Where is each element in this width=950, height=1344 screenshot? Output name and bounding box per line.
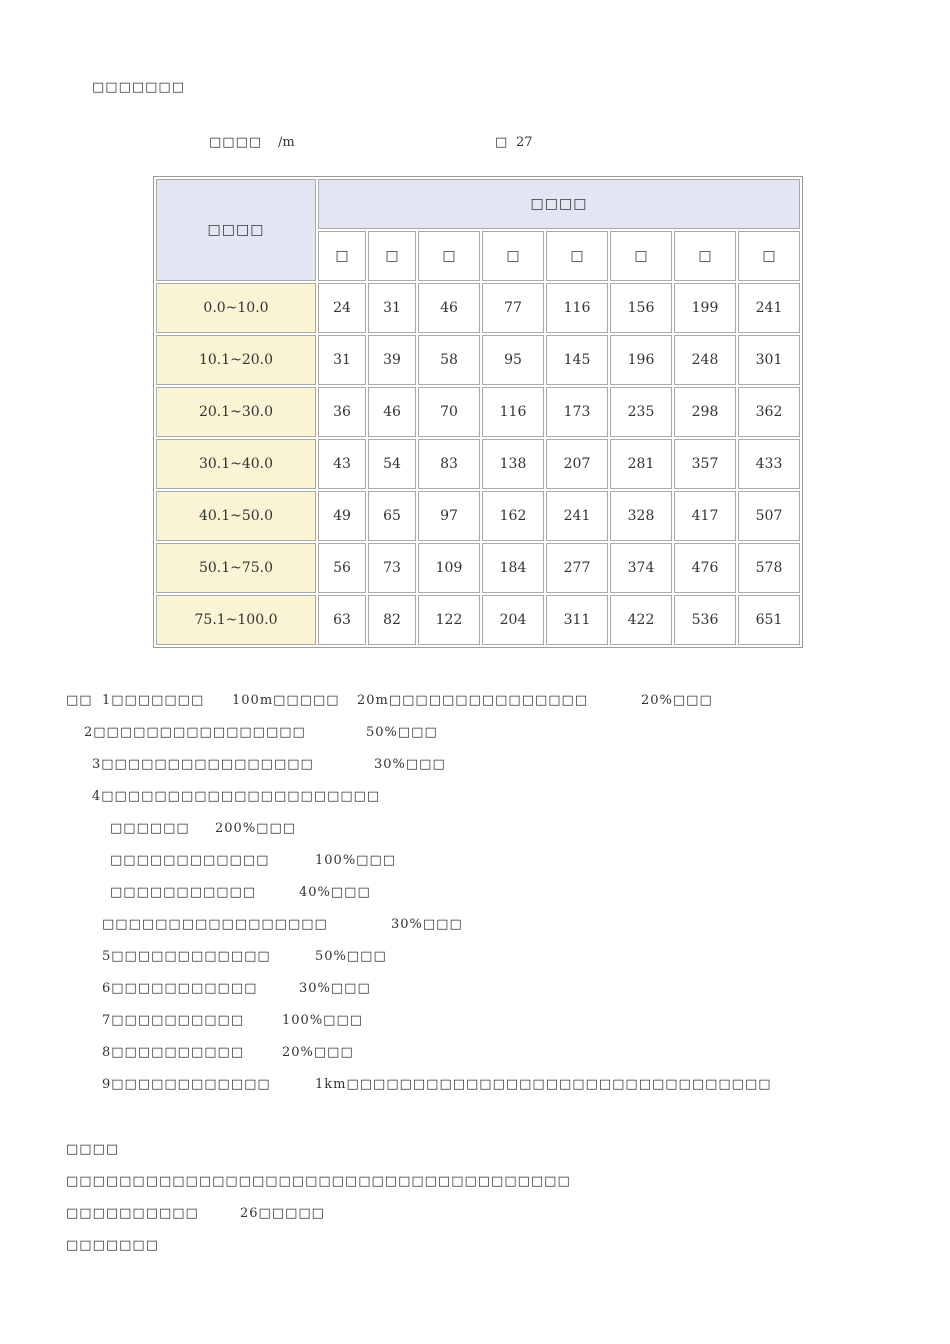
column-header: □ [546,231,608,281]
table-cell: 116 [482,387,544,437]
table-cell: 433 [738,439,800,489]
note-text: 50%□□□ [366,725,438,740]
note-text: □□□□□□ [110,821,190,836]
table-cell: 417 [674,491,736,541]
note-text: 200%□□□ [215,821,297,836]
row-range-label: 75.1~100.0 [156,595,316,645]
note-text: 3□□□□□□□□□□□□□□□□ [92,757,314,772]
column-header: □ [418,231,480,281]
table-cell: 54 [368,439,416,489]
note-text: 50%□□□ [315,949,387,964]
table-cell: 281 [610,439,672,489]
table-cell: 63 [318,595,366,645]
table-cell: 31 [318,335,366,385]
note-text: 30%□□□ [299,981,371,996]
table-cell: 298 [674,387,736,437]
note-text: 100m□□□□□ [232,693,340,708]
footer-heading: □□□□ [66,1142,120,1157]
table-cell: 65 [368,491,416,541]
table-cell: 536 [674,595,736,645]
table-cell: 73 [368,543,416,593]
footer-text: □□□□□□□ [66,1238,159,1253]
note-text: 6□□□□□□□□□□□ [102,981,258,996]
table-cell: 651 [738,595,800,645]
table-cell: 70 [418,387,480,437]
note-text: □□□□□□□□□□□ [110,885,257,900]
table-body [156,283,800,645]
note-text: □□□□□□□□□□□□ [110,853,270,868]
column-header: □ [318,231,366,281]
table-cell: 83 [418,439,480,489]
footer-text-b: 26□□□□□ [240,1206,325,1221]
table-row [156,491,800,541]
row-range-label: 20.1~30.0 [156,387,316,437]
row-range-label: 50.1~75.0 [156,543,316,593]
table-cell: 184 [482,543,544,593]
table-cell: 578 [738,543,800,593]
table-cell: 46 [418,283,480,333]
table-row [156,283,800,333]
row-header-label: □□□□ [207,222,265,238]
table-cell: 109 [418,543,480,593]
note-text: 20%□□□ [641,693,713,708]
row-header-cell [156,179,316,281]
table-cell: 277 [546,543,608,593]
table-cell: 328 [610,491,672,541]
table-cell: 422 [610,595,672,645]
table-cell: 39 [368,335,416,385]
table-cell: 301 [738,335,800,385]
data-table [153,176,803,648]
note-text: 8□□□□□□□□□□ [102,1045,245,1060]
column-header: □ [482,231,544,281]
note-text: 9□□□□□□□□□□□□ [102,1077,271,1092]
table-row [156,543,800,593]
row-range-label: 10.1~20.0 [156,335,316,385]
note-text: □□□□□□□□□□□□□□□□□ [102,917,328,932]
table-row [156,335,800,385]
table-cell: 82 [368,595,416,645]
note-text: 1km□□□□□□□□□□□□□□□□□□□□□□□□□□□□□□□□ [315,1077,772,1092]
table-row [156,439,800,489]
table-cell: 362 [738,387,800,437]
note-text: 2□□□□□□□□□□□□□□□□ [84,725,306,740]
table-cell: 36 [318,387,366,437]
table-cell: 58 [418,335,480,385]
table-cell: 49 [318,491,366,541]
table-number: 27 [516,135,533,150]
row-range-label: 40.1~50.0 [156,491,316,541]
table-cell: 43 [318,439,366,489]
table-cell: 116 [546,283,608,333]
note-text: 20m□□□□□□□□□□□□□□□ [357,693,589,708]
table-cell: 241 [738,283,800,333]
note-text: 20%□□□ [282,1045,354,1060]
table-cell: 56 [318,543,366,593]
note-text: 30%□□□ [391,917,463,932]
row-range-label: 0.0~10.0 [156,283,316,333]
table-cell: 122 [418,595,480,645]
note-text: □□ [66,693,93,708]
table-cell: 235 [610,387,672,437]
section-heading: □□□□□□□ [92,80,185,95]
table-cell: 24 [318,283,366,333]
table-cell: 196 [610,335,672,385]
note-text: 100%□□□ [315,853,397,868]
table-cell: 77 [482,283,544,333]
table-cell: 46 [368,387,416,437]
row-range-label: 30.1~40.0 [156,439,316,489]
group-header-label: □□□□ [530,196,588,212]
note-text: 40%□□□ [299,885,371,900]
table-cell: 357 [674,439,736,489]
table-cell: 476 [674,543,736,593]
column-header: □ [610,231,672,281]
note-text: 4□□□□□□□□□□□□□□□□□□□□□ [92,789,381,804]
group-header-cell [318,179,800,229]
table-cell: 162 [482,491,544,541]
note-text: 100%□□□ [282,1013,364,1028]
table-cell: 248 [674,335,736,385]
table-ref-mark: □ [495,135,508,150]
table-cell: 138 [482,439,544,489]
table-cell: 95 [482,335,544,385]
table-row [156,387,800,437]
table-cell: 199 [674,283,736,333]
column-header: □ [674,231,736,281]
table-cell: 156 [610,283,672,333]
table-cell: 311 [546,595,608,645]
table-cell: 374 [610,543,672,593]
note-text: 7□□□□□□□□□□ [102,1013,245,1028]
table-caption-title: □□□□ [209,135,263,150]
table-cell: 97 [418,491,480,541]
table-row [156,595,800,645]
table-cell: 173 [546,387,608,437]
footer-text-a: □□□□□□□□□□ [66,1206,199,1221]
table-cell: 31 [368,283,416,333]
note-text: 5□□□□□□□□□□□□ [102,949,271,964]
column-header: □ [738,231,800,281]
footer-text: □□□□□□□□□□□□□□□□□□□□□□□□□□□□□□□□□□□□□□ [66,1174,571,1189]
note-text: 30%□□□ [374,757,446,772]
table-cell: 207 [546,439,608,489]
column-header: □ [368,231,416,281]
table-caption-unit: /m [278,135,295,150]
table-cell: 145 [546,335,608,385]
note-text: 1□□□□□□□ [102,693,205,708]
table-cell: 204 [482,595,544,645]
table-cell: 507 [738,491,800,541]
table-cell: 241 [546,491,608,541]
